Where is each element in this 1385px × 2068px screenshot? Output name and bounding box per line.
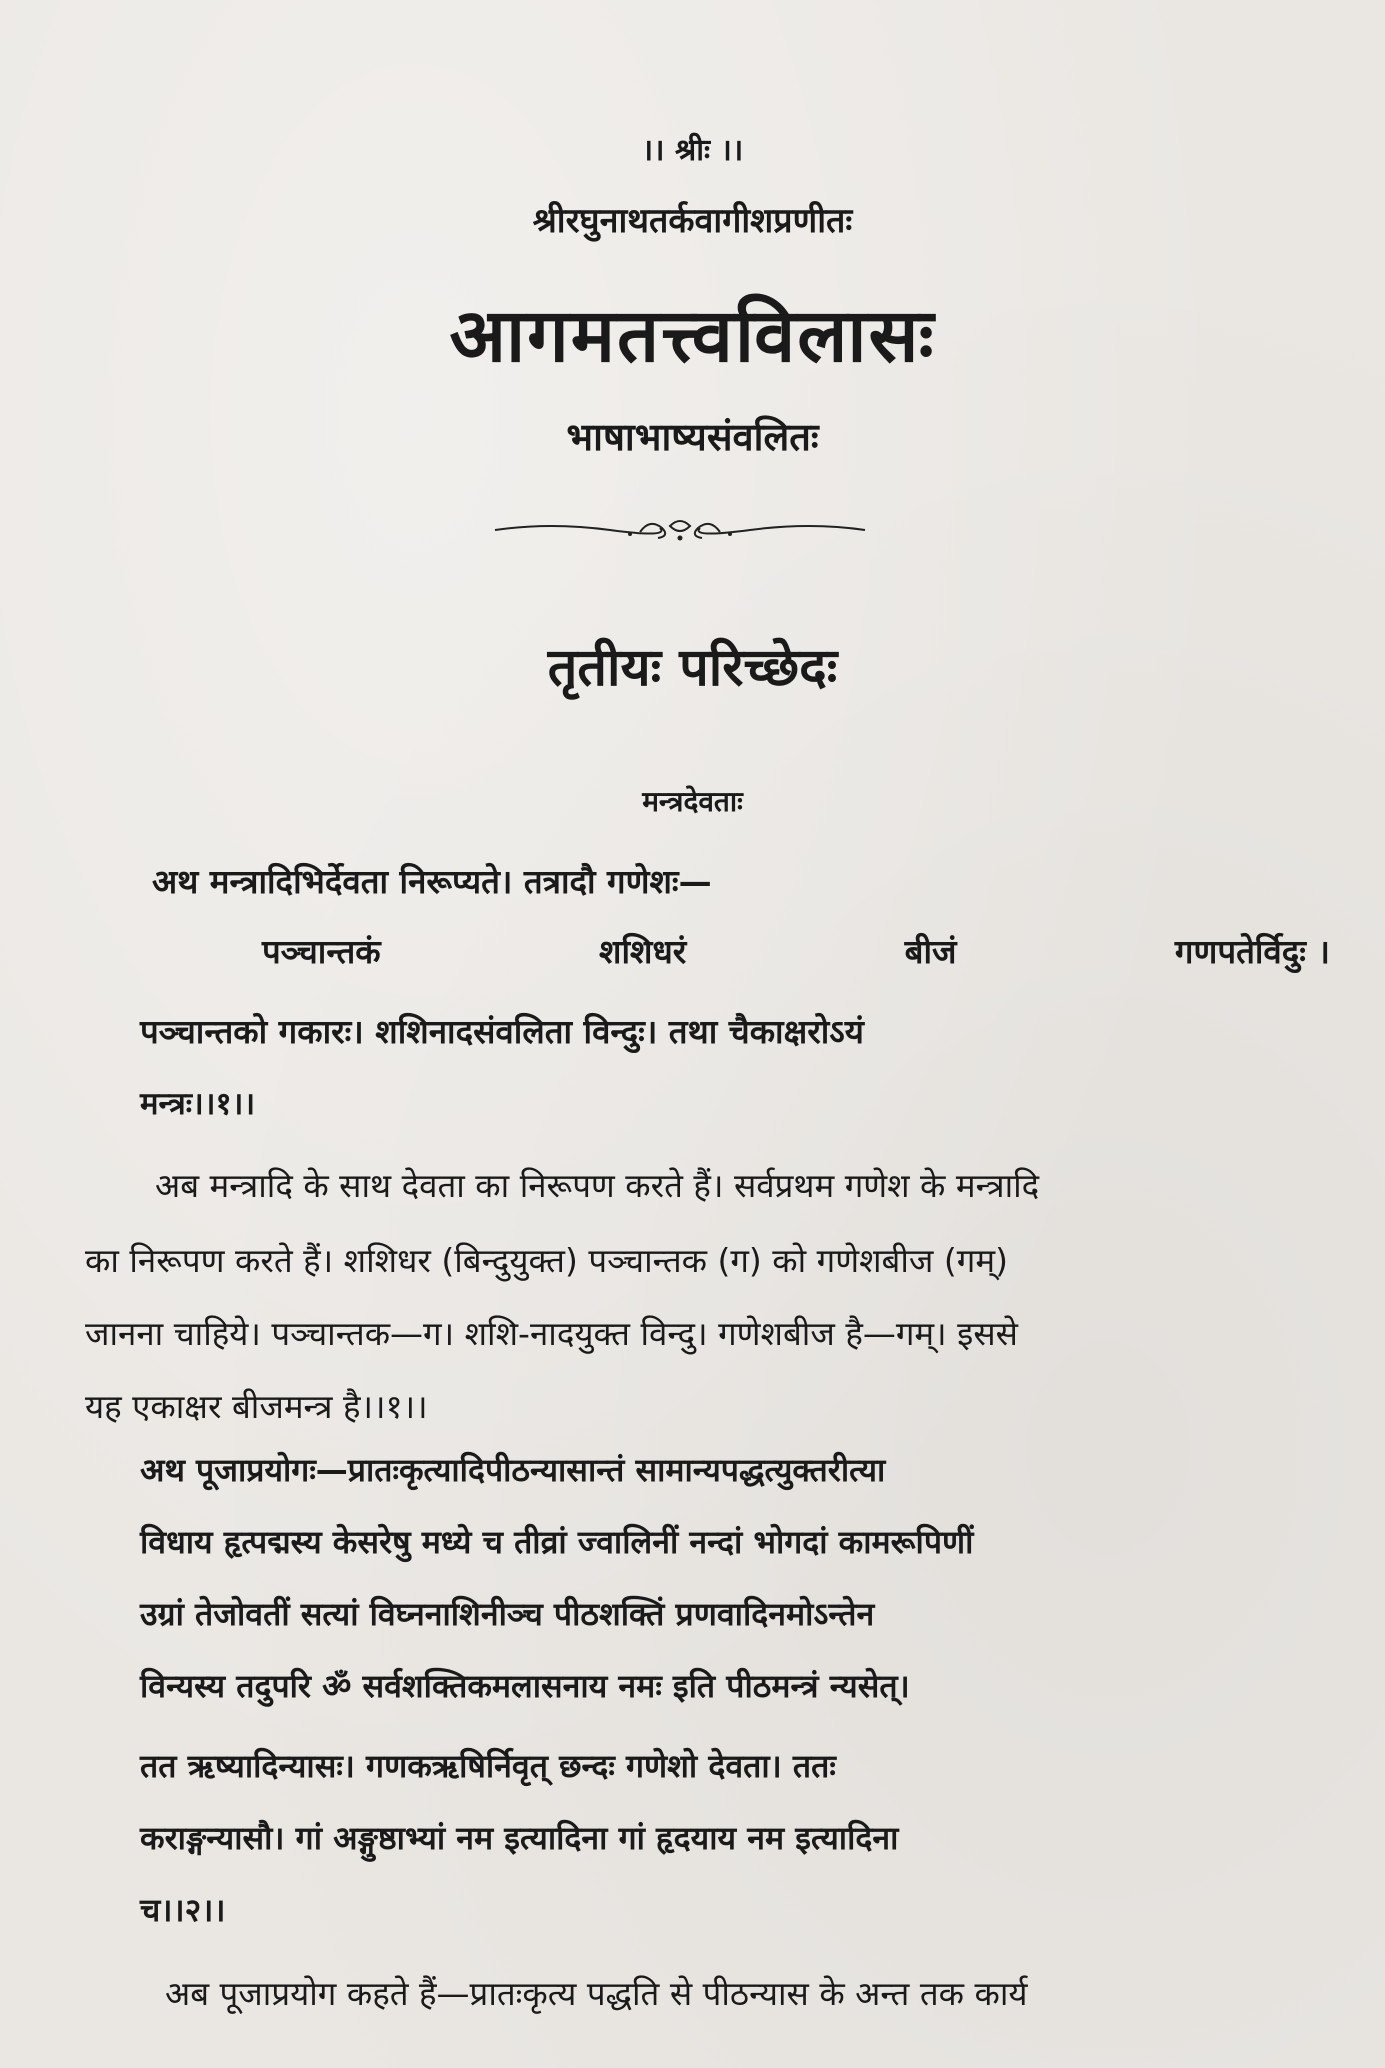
section-subhead: मन्त्रदेवताः xyxy=(642,785,743,818)
sanskrit-commentary-line: पञ्चान्तको गकारः। शशिनादसंवलिता विन्दुः। तथा चैकाक्षरोऽयं xyxy=(140,1012,864,1051)
chapter-title: तृतीयः परिच्छेदः xyxy=(547,638,838,698)
hindi-commentary-line: अब मन्त्रादि के साथ देवता का निरूपण करते हैं। सर्वप्रथम गणेश के मन्त्रादि xyxy=(155,1166,1040,1205)
sanskrit-intro: अथ मन्त्रादिभिर्देवता निरूप्यते। तत्रादौ गणेशः— xyxy=(152,862,712,901)
sanskrit-puja-line: विधाय हृत्पद्मस्य केसरेषु मध्ये च तीव्रां ज्वालिनीं नन्दां भोगदां कामरूपिणीं xyxy=(140,1523,974,1561)
sanskrit-puja-line: अथ पूजाप्रयोगः—प्रातःकृत्यादिपीठन्यासान्तं सामान्यपद्धत्युक्तरीत्या xyxy=(140,1451,886,1489)
verse-word: गणपतेर्विदुः । xyxy=(1174,932,1330,971)
author-line: श्रीरघुनाथतर्कवागीशप्रणीतः xyxy=(532,201,853,241)
sanskrit-puja-line: च।।२।। xyxy=(140,1891,226,1929)
hindi-commentary-line: यह एकाक्षर बीजमन्त्र है।।१।। xyxy=(85,1387,428,1426)
ornament-divider xyxy=(490,510,870,550)
sanskrit-puja-line: कराङ्गन्यासौ। गां अङ्गुष्ठाभ्यां नम इत्यादिना गां हृदयाय नम इत्यादिना xyxy=(140,1819,899,1857)
hindi-commentary-line: जानना चाहिये। पञ्चान्तक—ग। शशि-नादयुक्त विन्दु। गणेशबीज है—गम्। इससे xyxy=(85,1314,1018,1353)
verse-word: पञ्चान्तकं xyxy=(262,932,381,971)
verse-word: शशिधरं xyxy=(599,932,687,971)
shri-invocation: ।। श्रीः ।। xyxy=(641,133,744,168)
sanskrit-puja-line: उग्रां तेजोवतीं सत्यां विघ्ननाशिनीञ्च पीठशक्तिं प्रणवादिनमोऽन्तेन xyxy=(140,1595,875,1633)
hindi-commentary-line: अब पूजाप्रयोग कहते हैं—प्रातःकृत्य पद्धति से पीठन्यास के अन्त तक कार्य xyxy=(165,1974,1028,2013)
verse-line xyxy=(262,928,1330,973)
book-title: आगमतत्त्वविलासः xyxy=(449,293,936,379)
hindi-commentary-line: का निरूपण करते हैं। शशिधर (बिन्दुयुक्त) पञ्चान्तक (ग) को गणेशबीज (गम्) xyxy=(85,1241,1008,1280)
sanskrit-commentary-line: मन्त्रः।।१।। xyxy=(140,1086,256,1122)
verse-word: बीजं xyxy=(904,932,957,971)
sanskrit-puja-line: तत ऋष्यादिन्यासः। गणकऋषिर्निवृत् छन्दः गणेशो देवता। ततः xyxy=(140,1747,836,1785)
commentary-subtitle: भाषाभाष्यसंवलितः xyxy=(566,415,819,459)
sanskrit-puja-line: विन्यस्य तदुपरि ॐ सर्वशक्तिकमलासनाय नमः इति पीठमन्त्रं न्यसेत्। xyxy=(140,1667,910,1705)
